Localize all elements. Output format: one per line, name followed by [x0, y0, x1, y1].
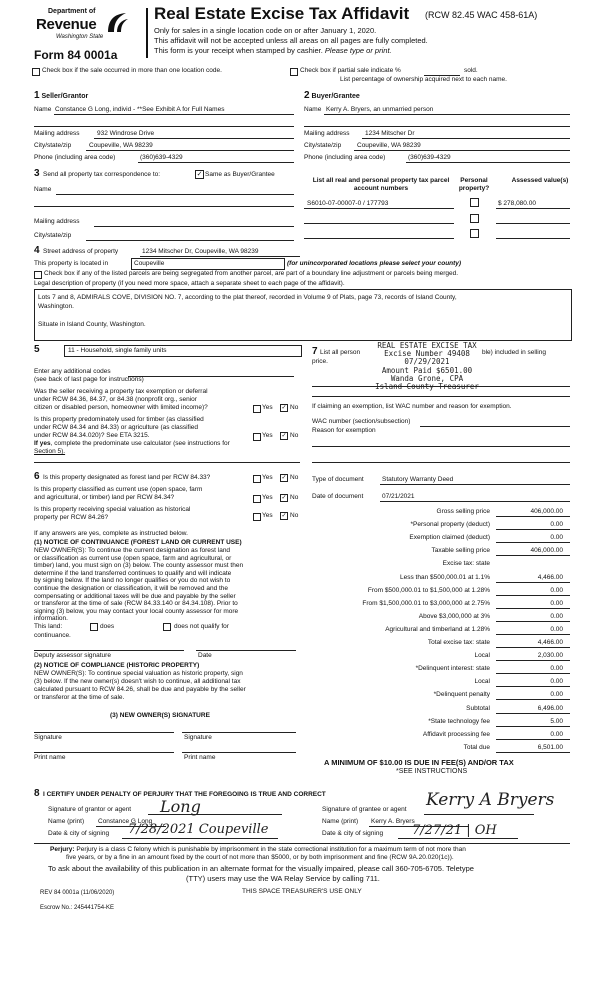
legal-line-2: Washington.	[38, 303, 74, 310]
tax-row-value[interactable]: 406,000.00	[530, 547, 563, 555]
legal-line-1: Lots 7 and 8, ADMIRALS COVE, DIVISION NO. 7, according to the plat thereof, recorded in Volume 9 of Plats, page 73, records of Island County,	[38, 294, 457, 301]
timber-question-line-2: under RCW 84.34 and 84.33) or agriculture (as classified	[34, 424, 199, 431]
grantor-signature: Long	[160, 797, 201, 816]
tax-row-line	[496, 595, 570, 596]
buyer-city-value[interactable]: Coupeville, WA 98239	[357, 142, 421, 149]
tax-row-line	[496, 699, 570, 700]
deputy-date-label: Date	[198, 652, 212, 659]
owner-print-line-2[interactable]	[182, 752, 296, 753]
tax-row-line	[496, 647, 570, 648]
form-number: Form 84 0001a	[34, 48, 118, 62]
notice-compliance-line: (3) below. If the new owner(s) doesn't wish to continue, all additional tax	[34, 678, 241, 685]
section6-num: 6	[34, 471, 40, 482]
document-type-label: Type of document	[312, 476, 364, 483]
tax-row-line	[496, 726, 570, 727]
timber-yes-checkbox[interactable]	[253, 433, 261, 441]
grantee-name-value[interactable]: Kerry A. Bryers	[371, 818, 415, 825]
current-use-yes-checkbox[interactable]	[253, 495, 261, 503]
tax-row-label: Taxable selling price	[431, 547, 490, 555]
segregated-label: Check box if any of the listed parcels are being segregated from another parcel, are part of a boundary line adjustment or parcels being merged.	[44, 270, 459, 277]
seller-heading: 1 Seller/Grantor	[34, 90, 89, 101]
deputy-signature-line[interactable]	[34, 650, 184, 651]
seller-mail-value[interactable]: 932 Windrose Drive	[97, 130, 155, 137]
section5-num: 5	[34, 344, 40, 355]
send-correspondence-label: Send all property tax correspondence to:	[43, 171, 161, 178]
section7-price-label: price.	[312, 358, 328, 365]
seller-phone-value[interactable]: (360)639-4329	[140, 154, 183, 161]
tax-row-label: Affidavit processing fee	[422, 730, 490, 738]
notice-continuance-title: (1) NOTICE OF CONTINUANCE (FOREST LAND OR CURRENT USE)	[34, 539, 242, 546]
buyer-city-label: City/state/zip	[304, 142, 342, 149]
notice-continuance-line: compensating or additional taxes will be due and payable by the seller	[34, 592, 236, 600]
owner-signature-line-1[interactable]	[34, 732, 174, 733]
stamp-line: 07/29/2021	[404, 357, 450, 367]
tax-row-line	[496, 713, 570, 714]
timber-question-line-3: under RCW 84.34.020)? See ETA 3215.	[34, 432, 150, 439]
if-any-yes-note: If any answers are yes, complete as instructed below.	[34, 530, 188, 537]
escrow-number: Escrow No.: 245441754-KE	[40, 905, 115, 911]
exemption-yes-checkbox[interactable]	[253, 405, 261, 413]
grantee-signature-line[interactable]	[424, 814, 534, 815]
buyer-phone-value[interactable]: (360)639-4329	[408, 154, 451, 161]
tax-row-value[interactable]: 406,000.00	[530, 508, 563, 515]
notice-continuance-line: signing (3) below, you may contact your local county assessor for more	[34, 607, 239, 615]
tax-row-line	[496, 686, 570, 687]
section4-num: 4	[34, 245, 40, 256]
current-use-question-1: Is this property classified as current use (open space, farm	[34, 486, 203, 493]
alternate-format-note-2: (TTY) users may use the WA Relay Service by calling 711.	[186, 874, 380, 883]
tax-row-value[interactable]: 0.00	[550, 665, 563, 673]
owner-signature-label-1: Signature	[34, 734, 62, 741]
historic-yes-label: Yes	[262, 512, 273, 519]
personal-property-checkbox-1[interactable]	[470, 198, 479, 207]
header-line-3: This form is your receipt when stamped by cashier. Please type or print.	[154, 46, 392, 55]
grantee-date-label: Date & city of signing	[322, 830, 384, 837]
wac-number-label: WAC number (section/subsection)	[312, 418, 411, 425]
tax-row-value[interactable]: 0.00	[550, 534, 563, 542]
tax-row-value[interactable]: 0.00	[550, 730, 563, 738]
exemption-no-checkbox[interactable]: ✓	[281, 405, 287, 411]
tax-row-label: Less than $500,000.01 at 1.1%	[400, 573, 490, 581]
forest-no-label: No	[290, 474, 299, 481]
corr-mail-label: Mailing address	[34, 218, 80, 225]
buyer-phone-label: Phone (including area code)	[304, 154, 386, 161]
tax-row-line	[496, 739, 570, 740]
department-of-label: Department of	[48, 8, 96, 15]
current-use-no-label: No	[290, 494, 299, 501]
does-not-label: does not qualify for	[174, 623, 229, 630]
notice-continuance-line: by signing below. If the land no longer qualifies or you do not wish to	[34, 577, 231, 585]
notice-continuance-line: determine if the land transferred continues to qualify and will indicate	[34, 569, 232, 577]
tax-row-line	[496, 608, 570, 609]
tax-row-line	[496, 582, 570, 583]
stamp-line: REAL ESTATE EXCISE TAX	[377, 341, 477, 350]
owner-print-line-1[interactable]	[34, 752, 174, 753]
notice-compliance-line: or transferor at the time of sale.	[34, 694, 125, 701]
additional-codes-label: Enter any additional codes	[34, 368, 111, 375]
additional-codes-note: (see back of last page for instructions)	[34, 376, 144, 383]
notice-compliance-title: (2) NOTICE OF COMPLIANCE (HISTORIC PROPERTY)	[34, 662, 200, 669]
multi-location-label: Check box if the sale occurred in more than one location code.	[42, 67, 222, 74]
buyer-heading: 2 Buyer/Grantee	[304, 90, 360, 101]
grantee-date-line[interactable]	[398, 838, 518, 839]
tax-row-label: Local	[474, 652, 490, 660]
historic-question-1: Is this property receiving special valuation as historical	[34, 506, 191, 513]
buyer-name-value[interactable]: Kerry A. Bryers, an unmarried person	[326, 106, 434, 113]
historic-yes-checkbox[interactable]	[253, 513, 261, 521]
tax-row-label: Gross selling price	[436, 508, 490, 515]
grantee-date-signature: 7/27/21 | OH	[412, 823, 497, 838]
this-land-label: This land:	[34, 623, 63, 630]
does-label: does	[100, 623, 115, 630]
exemption-no-label: No	[290, 404, 299, 411]
tax-row-label: Exemption claimed (deduct)	[409, 534, 490, 542]
perjury-note-2: five years, or by a fine in an amount fixed by the court of not more than $5000, or by both imprisonment and fine (RCW 9A.20.020(1c)).	[66, 854, 454, 861]
tax-row-label: Excise tax: state	[442, 560, 490, 568]
tax-row-value[interactable]: 0.00	[550, 521, 563, 529]
same-as-buyer-checkbox[interactable]: ✓	[196, 171, 203, 178]
buyer-mail-value[interactable]: 1234 Mitscher Dr	[365, 130, 415, 137]
multi-location-checkbox[interactable]	[32, 68, 40, 76]
segregated-checkbox[interactable]	[34, 271, 42, 279]
forest-no-checkbox[interactable]: ✓	[281, 475, 287, 481]
wac-number-line[interactable]	[420, 426, 570, 427]
seller-mail-label: Mailing address	[34, 130, 80, 137]
treasurer-stamp	[368, 342, 486, 391]
grantor-date-line[interactable]	[122, 838, 278, 839]
does-checkbox[interactable]	[90, 623, 98, 631]
seller-city-label: City/state/zip	[34, 142, 72, 149]
partial-sale-label: Check box if partial sale indicate %	[300, 67, 401, 74]
header-line-2: This affidavit will not be accepted unless all areas on all pages are fully completed.	[154, 36, 428, 45]
tax-row-value[interactable]: 0.00	[550, 599, 563, 607]
header-divider-icon	[146, 8, 148, 58]
stamp-line: Wanda Grone, CPA	[390, 373, 464, 383]
if-yes-note: If yes, complete the predominate use calculator (see instructions for	[34, 440, 230, 447]
tax-row-value[interactable]: 0.00	[550, 625, 563, 633]
if-yes-note-2: Section 5).	[34, 448, 66, 455]
tax-row-label: From $1,500,000.01 to $3,000,000 at 2.75%	[362, 599, 490, 607]
parcel-col-header: List all real and personal property tax parcel account numbers	[312, 177, 450, 192]
deputy-signature-label: Deputy assessor signature	[34, 652, 111, 659]
washington-state-label: Washington State	[56, 34, 104, 40]
tax-row-value[interactable]: 5.00	[550, 717, 563, 725]
dor-logo	[32, 8, 152, 48]
assessed-col-header: Assessed value(s)	[511, 177, 569, 184]
historic-no-label: No	[290, 512, 299, 519]
timber-no-checkbox[interactable]: ✓	[281, 433, 287, 439]
current-use-yes-label: Yes	[262, 494, 273, 501]
tax-row-value[interactable]: 0.00	[550, 678, 563, 686]
tax-row-value[interactable]: 2,030.00	[537, 652, 563, 660]
tax-row-label: Subtotal	[466, 704, 490, 712]
historic-question-2: property per RCW 84.26?	[34, 514, 109, 521]
same-as-buyer-label: Same as Buyer/Grantee	[205, 171, 275, 178]
alternate-format-note: To ask about the availability of this publication in an alternate format for the visually impaired, please call 360-705-6705. Teletype	[48, 864, 474, 873]
owner-print-label-2: Print name	[184, 754, 216, 761]
stamp-line: Amount Paid $6501.00	[381, 365, 473, 375]
notice-continuance-line: information.	[34, 615, 68, 623]
buyer-mail-label: Mailing address	[304, 130, 350, 137]
perjury-note: Perjury: Perjury is a class C felony which is punishable by imprisonment in the state correctional institution for a maximum term of not more than	[50, 846, 466, 853]
notice-compliance-line: NEW OWNER(S): To continue special valuation as historic property, sign	[34, 670, 243, 677]
continuance-label: continuance.	[34, 632, 71, 639]
document-type-value[interactable]: Statutory Warranty Deed	[382, 476, 454, 483]
timber-yes-label: Yes	[262, 432, 273, 439]
seller-phone-label: Phone (including area code)	[34, 154, 116, 161]
timber-question-line-1: Is this property predominately used for timber (as classified	[34, 416, 204, 423]
exemption-reason-label: Reason for exemption	[312, 427, 376, 434]
forest-yes-label: Yes	[262, 474, 273, 481]
forest-yes-checkbox[interactable]	[253, 475, 261, 483]
corr-city-label: City/state/zip	[34, 232, 72, 239]
owner-signature-line-2[interactable]	[182, 732, 296, 733]
tax-row-label: Local	[474, 678, 490, 686]
tax-row-value[interactable]: 0.00	[550, 691, 563, 699]
section8-num: 8	[34, 788, 40, 799]
deputy-date-line[interactable]	[196, 650, 296, 651]
personal-property-checkbox-2[interactable]	[470, 214, 479, 223]
tax-row-label: *Delinquent interest: state	[415, 665, 490, 673]
exemption-reason-line-1[interactable]	[312, 446, 570, 447]
notice-compliance-line: calculated pursuant to RCW 84.26, shall be due and payable by the seller	[34, 686, 246, 693]
tax-row-label: Total due	[463, 743, 490, 751]
forest-land-question: Is this property designated as forest land per RCW 84.33?	[43, 474, 211, 481]
property-use-select[interactable]: 11 - Household, single family units	[64, 345, 302, 357]
grantor-date-label: Date & city of signing	[48, 830, 110, 837]
grantor-signature-label: Signature of grantor or agent	[48, 806, 132, 813]
tax-row-label: Above $3,000,000 at 3%	[418, 612, 490, 620]
exemption-claim-label: If claiming an exemption, list WAC number and reason for exemption.	[312, 403, 512, 410]
does-not-checkbox[interactable]	[163, 623, 171, 631]
owner-print-label-1: Print name	[34, 754, 66, 761]
exemption-yes-label: Yes	[262, 404, 273, 411]
timber-no-label: No	[290, 432, 299, 439]
legal-description-label: Legal description of property (if you need more space, attach a separate sheet to each page of the affidavit).	[34, 280, 345, 287]
exemption-reason-line-2[interactable]	[312, 462, 570, 463]
notice-continuance-line: timber) land, you must sign on (3) below. The county assessor must then	[34, 562, 244, 570]
revenue-wordmark: Revenue	[36, 16, 97, 33]
partial-sale-checkbox[interactable]	[290, 68, 298, 76]
legal-line-3: Situate in Island County, Washington.	[38, 321, 146, 328]
current-use-no-checkbox[interactable]: ✓	[281, 495, 287, 501]
tax-row-value[interactable]: 4,466.00	[537, 639, 563, 646]
revision-label: REV 84 0001a (11/06/2020)	[40, 890, 115, 896]
minimum-fee-note: A MINIMUM OF $10.00 IS DUE IN FEE(S) AND/OR TAX	[324, 758, 514, 767]
notice-continuance-line: continue the designation or classification, it will be removed and the	[34, 585, 229, 592]
exemption-question-line-1: Was the seller receiving a property tax exemption or deferral	[34, 388, 208, 395]
street-value[interactable]: 1234 Mitscher Dr, Coupeville, WA 98239	[142, 248, 259, 255]
tax-row-line	[496, 634, 570, 635]
tax-row-label: *Delinquent penalty	[433, 691, 490, 699]
personal-property-checkbox-3[interactable]	[470, 229, 479, 238]
personal-col-header: Personal property?	[458, 177, 490, 192]
grantor-name-value[interactable]: Constance G Long	[98, 818, 153, 825]
unincorporated-note: (for unincorporated locations please select your county)	[287, 260, 462, 267]
section7-included-label: ble) included in selling	[482, 349, 546, 356]
grantor-date-signature: 7/28/2021 Coupeville	[128, 822, 269, 837]
buyer-name-label: Name	[304, 106, 322, 113]
grantee-signature-label: Signature of grantee or agent	[322, 806, 407, 813]
tax-row-line	[496, 516, 570, 517]
tax-row-line	[496, 621, 570, 622]
current-use-question-2: and agricultural, or timber) land per RCW 84.34?	[34, 494, 175, 501]
header-line-1: Only for sales in a single location code on or after January 1, 2020.	[154, 26, 377, 35]
tax-row-value[interactable]: 0.00	[550, 586, 563, 594]
form-rcw: (RCW 82.45 WAC 458-61A)	[425, 10, 538, 20]
notice-continuance-line: or classification as current use (open space, farm and agricultural, or	[34, 554, 232, 562]
sold-label: sold.	[464, 67, 478, 74]
new-owner-signature-title: (3) NEW OWNER(S) SIGNATURE	[110, 712, 210, 719]
assessed-value[interactable]: $ 278,080.00	[498, 200, 536, 207]
exemption-question-line-2: under RCW 84.36, 84.37, or 84.38 (nonprofit org., senior	[34, 396, 197, 403]
historic-no-checkbox[interactable]: ✓	[281, 513, 287, 519]
stamp-line: Island County Treasurer	[375, 382, 479, 392]
legal-description-box[interactable]	[34, 289, 572, 341]
tax-row-line	[496, 529, 570, 530]
tax-row-value[interactable]: 4,466.00	[537, 573, 563, 581]
location-select[interactable]: Coupeville	[131, 258, 285, 270]
tax-row-line	[496, 673, 570, 674]
tax-row-label: Total excise tax: state	[427, 639, 490, 646]
seller-city-value[interactable]: Coupeville, WA 98239	[89, 142, 153, 149]
grantor-name-label: Name (print)	[48, 818, 85, 825]
tax-row-label: *Personal property (deduct)	[410, 521, 490, 529]
corr-name-label: Name	[34, 186, 52, 193]
dor-swoosh-icon	[104, 10, 130, 36]
tax-row-line	[496, 555, 570, 556]
tax-row-value[interactable]: 6,501.00	[537, 743, 563, 751]
form-title: Real Estate Excise Tax Affidavit	[154, 4, 410, 23]
seller-name-label: Name	[34, 106, 52, 113]
stamp-line: Excise Number 49408	[384, 349, 470, 359]
exemption-question-line-3: citizen or disabled person, homeowner with limited income)?	[34, 404, 208, 411]
document-date-label: Date of document	[312, 493, 364, 500]
tax-row-label: From $500,000.01 to $1,500,000 at 1.28%	[367, 586, 490, 594]
notice-continuance-line: NEW OWNER(S): To continue the current designation as forest land	[34, 547, 231, 554]
tax-row-label: *State technology fee	[428, 717, 490, 725]
seller-name-value[interactable]: Constance G Long, individ - **See Exhibit A for Full Names	[55, 106, 225, 113]
additional-codes-line[interactable]	[128, 376, 294, 377]
section7-num: 7	[312, 346, 318, 357]
document-date-value[interactable]: 07/21/2021	[382, 493, 415, 500]
tax-row-line	[496, 660, 570, 661]
notice-continuance-line: or transferor at the time of sale (RCW 84.33.140 or 84.34.108). Prior to	[34, 600, 238, 608]
tax-row-label: Agricultural and timberland at 1.28%	[385, 625, 490, 633]
section3-num: 3	[34, 168, 40, 179]
owner-signature-label-2: Signature	[184, 734, 212, 741]
grantee-signature: Kerry A Bryers	[426, 790, 555, 810]
see-instructions-note: *SEE INSTRUCTIONS	[396, 768, 468, 775]
located-label: This property is located in	[34, 260, 109, 267]
tax-row-value[interactable]: 0.00	[550, 612, 563, 620]
section7-list-label: List all person	[320, 349, 361, 356]
treasurer-stamp-lines	[368, 342, 486, 391]
treasurer-use-label: THIS SPACE TREASURER'S USE ONLY	[242, 888, 362, 895]
tax-row-value[interactable]: 6,496.00	[537, 704, 563, 712]
percentage-note: List percentage of ownership acquired next to each name.	[340, 76, 507, 83]
certification-statement: I CERTIFY UNDER PENALTY OF PERJURY THAT THE FOREGOING IS TRUE AND CORRECT	[43, 791, 326, 798]
parcel-number[interactable]: S6010-07-00007-0 / 177793	[307, 200, 389, 207]
tax-row-line	[496, 542, 570, 543]
tax-row-line	[496, 752, 570, 753]
street-label: Street address of property	[43, 248, 119, 255]
grantee-name-label: Name (print)	[322, 818, 359, 825]
